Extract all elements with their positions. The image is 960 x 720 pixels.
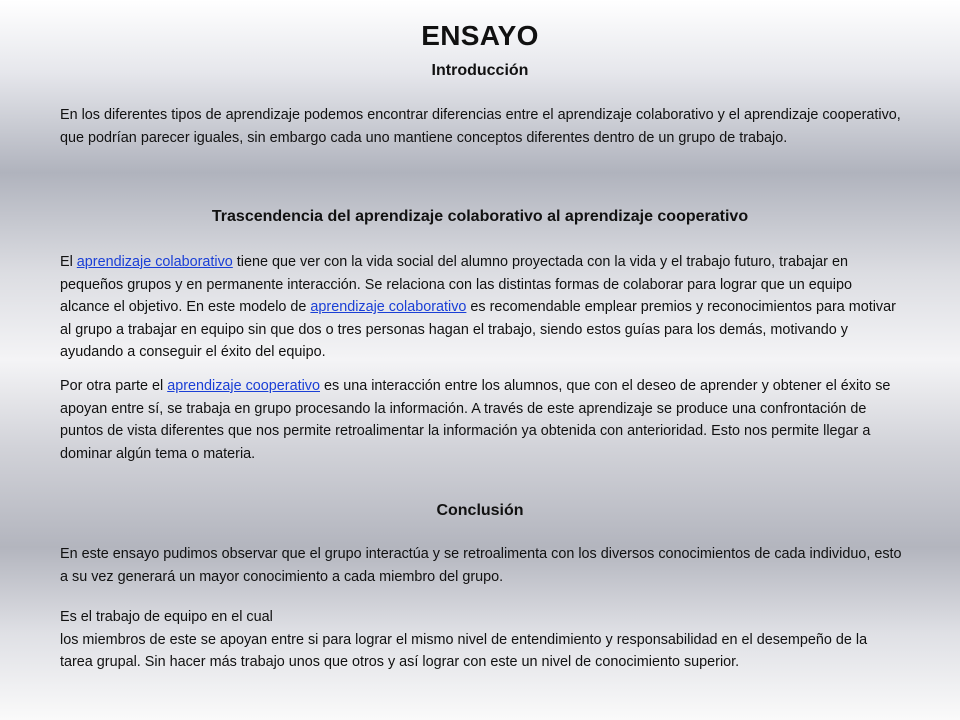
intro-paragraph: En los diferentes tipos de aprendizaje podemos encontrar diferencias entre el aprendizaje colaborativo y el aprendizaje cooperativo, que podrían parecer iguales, sin embargo cada uno mantiene conceptos diferentes dentro de un grupo de trabajo.	[60, 107, 901, 146]
intro-heading: Introducción	[431, 62, 529, 79]
paragraph-text: es una interacción entre los alumnos, que con el deseo de aprender y obtener el éxito se apoyan entre sí, se trabaja en grupo procesando la información. A través de este aprendizaje se produce una confrontación de puntos de vista diferentes que nos permite retroalimentar la información ya obtenida con anterioridad. Esto nos permite llegar a dominar algún tema o materia.	[60, 378, 891, 462]
conclusion-heading: Conclusión	[436, 502, 524, 519]
page-title: ENSAYO	[421, 20, 539, 51]
paragraph-text: los miembros de este se apoyan entre si para lograr el mismo nivel de entendimiento y responsabilidad en el desempeño de la tarea grupal. Sin hacer más trabajo unos que otros y así lograr con este un nivel de conocimiento superior.	[60, 631, 868, 671]
conclusion-paragraph-1: En este ensayo pudimos observar que el grupo interactúa y se retroalimenta con los diversos conocimientos de cada individuo, esto a su vez generará un mayor conocimiento a cada miembro del grupo.	[60, 546, 902, 585]
paragraph-text: El	[60, 254, 77, 270]
conclusion-paragraph-2	[60, 606, 902, 674]
aprendizaje-cooperativo-link[interactable]: aprendizaje cooperativo	[167, 378, 320, 394]
cooperativo-paragraph	[60, 375, 902, 465]
aprendizaje-colaborativo-link-2[interactable]: aprendizaje colaborativo	[310, 299, 467, 316]
trascendencia-heading: Trascendencia del aprendizaje colaborativo al aprendizaje cooperativo	[211, 208, 749, 225]
colaborativo-paragraph	[60, 251, 902, 364]
paragraph-text: es recomendable emplear premios y reconocimientos para motivar al grupo a trabajar en equipo sin que dos o tres personas hagan el trabajo, siendo estos guías para los demás, motivando y ayudando a conseguir el éxito del equipo.	[60, 299, 896, 361]
paragraph-text: Por otra parte el	[60, 378, 168, 394]
paragraph-line: Es el trabajo de equipo en el cual	[60, 609, 273, 625]
aprendizaje-colaborativo-link[interactable]: aprendizaje colaborativo	[76, 254, 233, 270]
paragraph-text: tiene que ver con la vida social del alumno proyectada con la vida y el trabajo futuro, trabajar en pequeños grupos y en permanente interacción. Se relaciona con las distintas formas de colaborar para lograr que un equipo alcance el objetivo. En este modelo de	[60, 254, 852, 316]
